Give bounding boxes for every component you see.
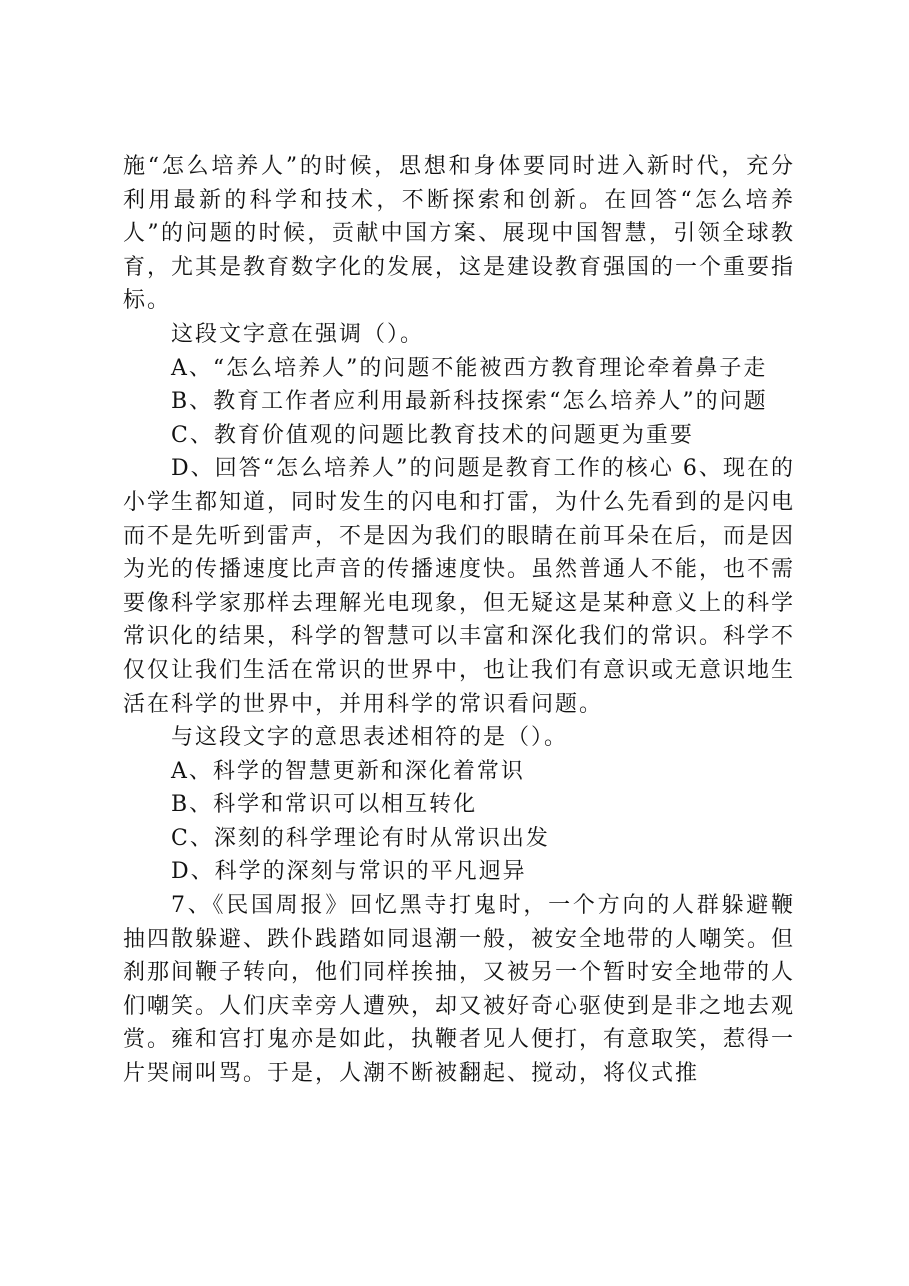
question-5-option-b: B、教育工作者应利用最新科技探索“怎么培养人”的问题 [171,389,768,415]
document-body [123,150,795,1091]
question-6-stem: 与这段文字的意思表述相符的是（）。 [171,725,569,751]
question-6-option-a: A、科学的智慧更新和深化着常识 [171,758,525,784]
question-6-option-c: C、深刻的科学理论有时从常识出发 [171,825,550,851]
question-5-option-a: A、“怎么培养人”的问题不能被西方教育理论牵着鼻子走 [171,355,768,381]
question-7-passage: 7、《民国周报》回忆黑寺打鬼时，一个方向的人群躲避鞭抽四散躲避、跌仆践踏如同退潮一般，被安全地带的人嘲笑。但刹那间鞭子转向，他们同样挨抽，又被另一个暂时安全地带的人们嘲笑。人们庆幸旁人遭殃，却又被好奇心驱使到是非之地去观赏。雍和宫打鬼亦是如此，执鞭者见人便打，有意取笑，惹得一片哭闹叫骂。于是，人潮不断被翻起、搅动，将仪式推 [123,893,796,1087]
question-6-option-b: B、科学和常识可以相互转化 [171,792,478,818]
question-5-option-c: C、教育价值观的问题比教育技术的问题更为重要 [171,422,694,448]
question-5-stem: 这段文字意在强调（）。 [171,321,425,347]
question-6-option-d: D、科学的深刻与常识的平凡迥异 [171,859,527,885]
paragraph-intro: 施“怎么培养人”的时候，思想和身体要同时进入新时代，充分利用最新的科学和技术，不断探索和创新。在回答“怎么培养人”的问题的时候，贡献中国方案、展现中国智慧，引领全球教育，尤其是教育数字化的发展，这是建设教育强国的一个重要指标。 [123,154,796,314]
question-5-option-d-and-question-6-passage: D、回答“怎么培养人”的问题是教育工作的核心 6、现在的小学生都知道，同时发生的闪电和打雷，为什么先看到的是闪电而不是先听到雷声，不是因为我们的眼睛在前耳朵在后，而是因为光的传播速度比声音的传播速度快。虽然普通人不能，也不需要像科学家那样去理解光电现象，但无疑这是某种意义上的科学常识化的结果，科学的智慧可以丰富和深化我们的常识。科学不仅仅让我们生活在常识的世界中，也让我们有意识或无意识地生活在科学的世界中，并用科学的常识看问题。 [123,456,796,717]
